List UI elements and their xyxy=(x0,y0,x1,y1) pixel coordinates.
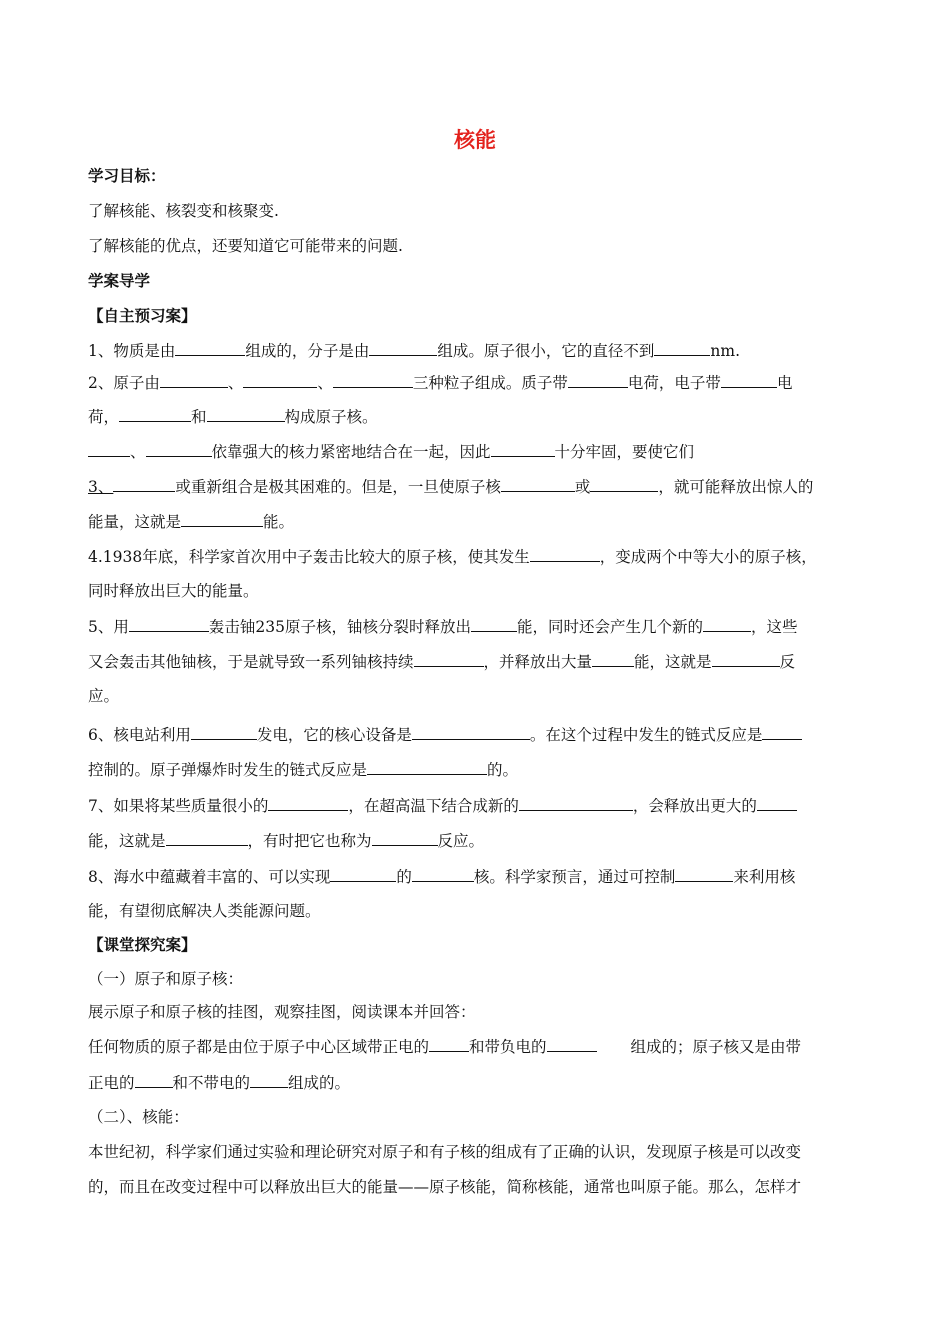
classroom-heading: 【课堂探究案】 xyxy=(88,936,197,954)
blank xyxy=(243,372,317,388)
blank xyxy=(414,651,484,667)
preview-heading: 【自主预习案】 xyxy=(88,307,197,325)
objective-1: 了解核能、核裂变和核聚变. xyxy=(88,202,279,220)
question-3-line-1: 、 依靠强大的核力紧密地结合在一起，因此 十分牢固，要使它们 xyxy=(88,441,694,462)
blank xyxy=(119,406,191,422)
question-2-line-1: 2、原子由 、 、 三种粒子组成。质子带 电荷，电子带 电 xyxy=(88,374,793,392)
blank xyxy=(129,616,209,632)
question-5-line-3: 应。 xyxy=(88,687,120,705)
blank xyxy=(654,340,710,356)
page-title: 核能 xyxy=(454,128,496,152)
blank xyxy=(160,372,228,388)
question-6-line-2: 控制的。原子弹爆炸时发生的链式反应是 的。 xyxy=(88,761,519,779)
part-2-line-2: 的，而且在改变过程中可以释放出巨大的能量——原子核能，简称核能，通常也叫原子能。那么，怎样才 xyxy=(88,1178,802,1196)
blank xyxy=(166,830,248,846)
part-1-line-3: 正电的 和不带电的 组成的。 xyxy=(88,1074,351,1092)
part-1-line-2: 任何物质的原子都是由位于原子中心区域带正电的 和带负电的 组成的；原子核又是由带 xyxy=(88,1038,802,1056)
blank xyxy=(412,866,474,882)
question-3-line-3: 能量，这就是 能。 xyxy=(88,513,295,531)
blank xyxy=(372,830,438,846)
blank xyxy=(113,476,175,492)
question-5-line-1: 5、用 轰击铀235原子核，铀核分裂时释放出 能，同时还会产生几个新的 ，这些 xyxy=(88,618,798,636)
blank xyxy=(250,1072,288,1088)
blank xyxy=(207,406,285,422)
part-1-heading: （一）原子和原子核： xyxy=(88,970,244,988)
blank xyxy=(762,724,802,740)
part-2-line-1: 本世纪初，科学家们通过实验和理论研究对原子和有子核的组成有了正确的认识，发现原子核是可以改变 xyxy=(88,1143,802,1161)
blank xyxy=(369,340,437,356)
objectives-heading: 学习目标： xyxy=(88,167,166,185)
question-1: 1、物质是由 组成的，分子是由 组成。原子很小，它的直径不到 nm. xyxy=(88,342,741,360)
blank xyxy=(412,724,530,740)
question-4-line-2: 同时释放出巨大的能量。 xyxy=(88,582,259,600)
blank xyxy=(590,476,658,492)
part-2-heading: （二）、核能： xyxy=(88,1108,189,1126)
blank xyxy=(712,651,780,667)
question-5-line-2: 又会轰击其他铀核，于是就导致一系列铀核持续 ，并释放出大量 能，这就是 反 xyxy=(88,653,796,671)
blank xyxy=(703,616,751,632)
blank xyxy=(135,1072,173,1088)
question-8-line-2: 能，有望彻底解决人类能源问题。 xyxy=(88,902,321,920)
blank xyxy=(491,441,555,457)
question-4-line-1: 4.1938年底，科学家首次用中子轰击比较大的原子核，使其发生 ，变成两个中等大小的原子核， xyxy=(88,548,817,566)
blank xyxy=(530,546,600,562)
blank xyxy=(333,372,413,388)
blank xyxy=(721,372,777,388)
blank xyxy=(429,1036,469,1052)
blank xyxy=(146,441,212,457)
blank xyxy=(757,795,797,811)
objective-2: 了解核能的优点，还要知道它可能带来的问题. xyxy=(88,237,403,255)
blank xyxy=(568,372,628,388)
blank xyxy=(330,866,396,882)
part-1-line-1: 展示原子和原子核的挂图，观察挂图，阅读课本并回答： xyxy=(88,1003,476,1021)
question-7-line-1: 7、如果将某些质量很小的 ，在超高温下结合成新的 ，会释放出更大的 xyxy=(88,795,797,816)
question-7-line-2: 能，这就是 ，有时把它也称为 反应。 xyxy=(88,832,485,850)
question-2-line-2: 荷， 和 构成原子核。 xyxy=(88,408,378,426)
blank xyxy=(367,759,487,775)
blank xyxy=(675,866,733,882)
question-6-line-1: 6、核电站利用 发电，它的核心设备是 。在这个过程中发生的链式反应是 xyxy=(88,724,802,745)
blank xyxy=(88,441,130,457)
question-8-line-1: 8、海水中蕴藏着丰富的、可以实现 的 核。科学家预言，通过可控制 来利用核 xyxy=(88,868,796,886)
blank xyxy=(501,476,575,492)
blank xyxy=(191,724,257,740)
blank xyxy=(547,1036,597,1052)
question-3-line-2: 3、 或重新组合是极其困难的。但是，一旦使原子核 或 ，就可能释放出惊人的 xyxy=(88,478,814,496)
blank xyxy=(519,795,633,811)
blank xyxy=(592,651,634,667)
blank xyxy=(175,340,245,356)
blank xyxy=(471,616,517,632)
blank xyxy=(181,511,263,527)
guide-heading: 学案导学 xyxy=(88,272,151,290)
blank xyxy=(268,795,348,811)
